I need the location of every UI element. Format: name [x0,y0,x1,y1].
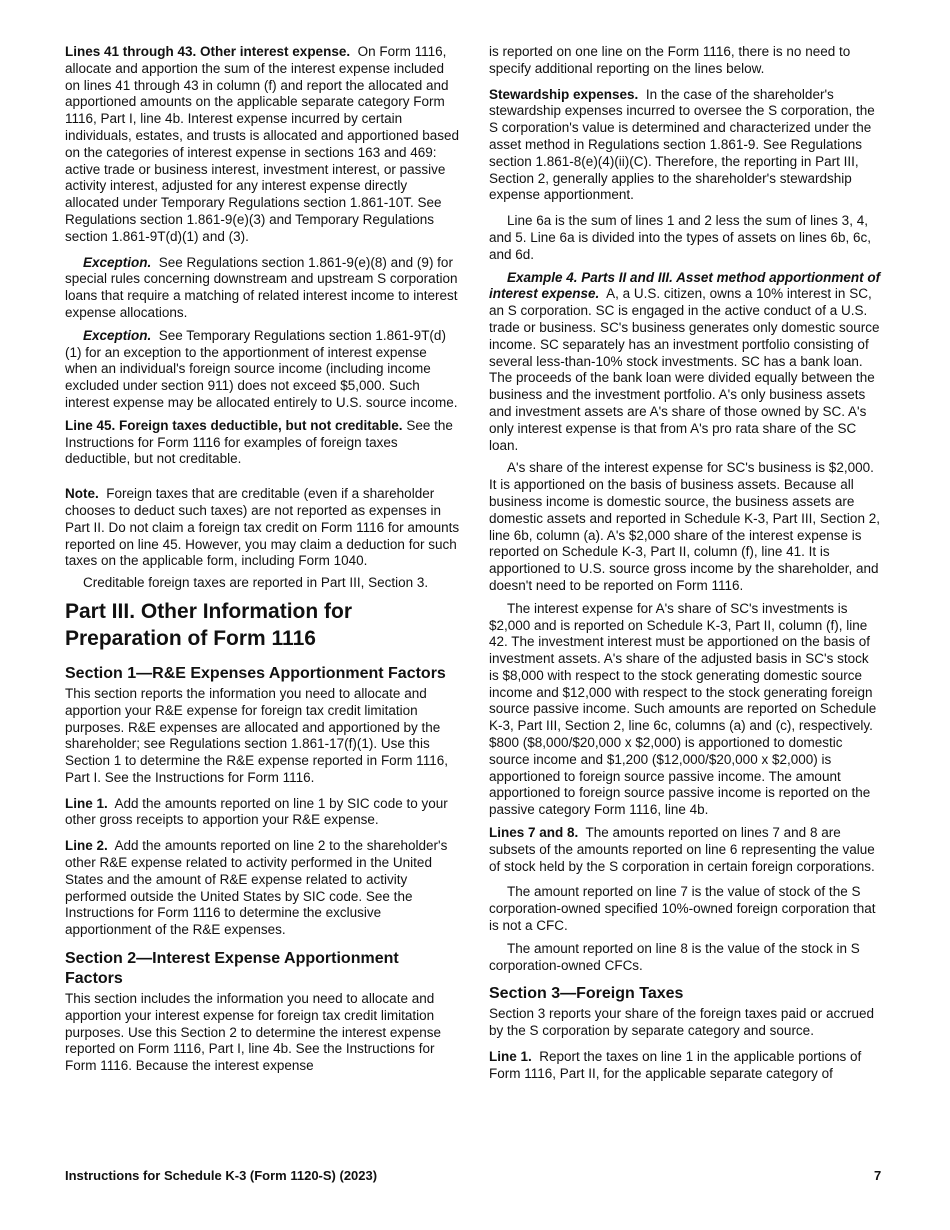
paragraph-continued: is reported on one line on the Form 1116, there is no need to specify additional reporting on the lines below. [489,44,851,76]
paragraph-s1-line-2 [65,838,460,939]
run-in-heading: Note. [65,486,99,502]
section-2-text: This section includes the information you need to allocate and apportion your interest expense for foreign tax credit limitation purposes. Use this Section 2 to determine the interest expense reported on Form 1116, Part I, line 4b. See the Instructions for Form 1116. Because the interest expense [65,991,441,1074]
run-in-heading: Example 4. Parts II and III. Asset method apportionment of interest expense. [489,269,881,302]
paragraph-text: Add the amounts reported on line 2 to the shareholder's other R&E expense related to activity performed in the United States and the amount of R&E expense related to activity performed outside the United States by SIC code. See the Instructions for Form 1116 to determine the exclusive apportionment of the R&E expenses. [65,838,448,938]
paragraph-text: See Regulations section 1.861-9(e)(8) and (9) for special rules concerning downstream and upstream S corporation loans that require a matching of related interest income to interest expense allocations. [65,254,458,320]
right-column [489,44,881,1092]
paragraph-text: Foreign taxes that are creditable (even if a shareholder chooses to deduct such taxes) are not reported as expenses in Part II. Do not claim a foreign tax credit on Form 1116 for amounts reported on line 45. However, you may claim a deduction for such taxes on the applicable form, including Form 1040. [65,486,460,569]
paragraph-text: On Form 1116, allocate and apportion the sum of the interest expense included on lines 41 through 43 in column (f) and report the allocated and apportioned amounts on the applicable separate category Form 1116, Part I, line 4b. Interest expense incurred by certain individuals, estates, and trusts is allocated and apportioned based on the categories of interest expense in sections 163 and 469: active trade or business interest, investment interest, or passive activity interest, adjusted for any interest expense directly allocated under Temporary Regulations section 1.861-10T. See Regulations section 1.861-9(e)(3) and Temporary Regulations section 1.861-9T(d)(1) and (3). [65,44,460,244]
left-column [65,44,460,1084]
footer-title: Instructions for Schedule K-3 (Form 1120-S) (2023) [65,1168,378,1183]
paragraph-investment-interest: The interest expense for A's share of SC's investments is $2,000 and is reported on Schedule K-3, Part II, column (f), line 42. The investment interest must be apportioned on the basis of investment assets. A's share of the adjusted basis in SC's stock is $8,000 with respect to the stock generating domestic source income and $12,000 with respect to the stock generating foreign source passive income. Such amounts are reported on Schedule K-3, Part III, Section 2, line 6c, columns (a) and (c), respectively. $800 ($8,000/$20,000 x $2,000) is apportioned to domestic source income and $1,200 ($12,000/$20,000 x $2,000) is apportioned to foreign source passive income. The amount apportioned to foreign source passive income is reported on the passive category Form 1116, line 4b. [489,600,877,818]
section-3-title: Section 3—Foreign Taxes [489,985,684,1003]
paragraph-exception-2 [65,328,460,412]
section-2-title: Section 2—Interest Expense Apportionment Factors [65,950,399,988]
paragraph-lines-7-8 [489,825,881,875]
paragraph-text: Report the taxes on line 1 in the applicable portions of Form 1116, Part II, for the applicable separate category of [489,1049,862,1081]
paragraph-s1-line-1 [65,796,460,830]
paragraph-stewardship [489,87,881,205]
run-in-heading: Line 1. [65,795,108,811]
page-number: 7 [874,1168,882,1183]
run-in-heading: Exception. [83,327,152,343]
run-in-heading: Exception. [83,254,152,270]
paragraph-line-6a: Line 6a is the sum of lines 1 and 2 less the sum of lines 3, 4, and 5. Line 6a is divided into the types of assets on lines 6b, 6c, and 6d. [489,213,871,262]
paragraph-creditable: Creditable foreign taxes are reported in Part III, Section 3. [83,575,429,591]
paragraph-line-7: The amount reported on line 7 is the value of stock of the S corporation-owned specified 10%-owned foreign corporation that is not a CFC. [489,884,876,934]
paragraph-example-4 [489,270,881,455]
paragraph-s3-line-1 [489,1049,881,1083]
run-in-heading: Stewardship expenses. [489,86,639,102]
paragraph-text: See the Instructions for Form 1116 for examples of foreign taxes deductible, but not creditable. [65,417,453,467]
section-3-text: Section 3 reports your share of the foreign taxes paid or accrued by the S corporation by separate category and source. [489,1006,874,1039]
paragraph-interest-share: A's share of the interest expense for SC's business is $2,000. It is apportioned on the basis of business assets. Because all business income is domestic source, the business assets are domestic assets and reported in Schedule K-3, Part III, Section 2, line 6b, column (a). A's $2,000 share of the interest expense is reported on Schedule K-3, Part II, column (f), line 41. It is apportioned to U.S. source gross income by the shareholder, and doesn't need to be reported on Form 1116. [489,460,880,593]
section-1-title: Section 1—R&E Expenses Apportionment Factors [65,664,446,682]
paragraph-note [65,486,460,570]
paragraph-text: A, a U.S. citizen, owns a 10% interest in SC, an S corporation. SC is engaged in the active conduct of a U.S. trade or business. SC's business generates only domestic source income. SC separately has an investment portfolio consisting of several less-than-10% stock investments. SC has a bank loan. The proceeds of the bank loan were divided equally between the business and the investment portfolio. A's only business assets and investment assets are A's share of those owned by SC. A's only interest expense is that from A's pro rata share of the SC loan. [489,286,880,453]
paragraph-exception-1 [65,255,460,322]
run-in-heading: Line 2. [65,838,108,854]
part-3-title: Part III. Other Information for Preparation of Form 1116 [65,599,353,650]
paragraph-text: Add the amounts reported on line 1 by SIC code to your other gross receipts to apportion your R&E expense. [65,795,448,828]
paragraph-text: The amounts reported on lines 7 and 8 are subsets of the amounts reported on line 6 representing the value of stock held by the S corporation in certain foreign corporations. [489,825,875,874]
paragraph-text: In the case of the shareholder's stewardship expenses incurred to oversee the S corporation, the S corporation's value is determined and characterized under the asset method in Regulations section 1.861-9. See Regulations section 1.861-8(e)(4)(ii)(C). Therefore, the reporting in Part III, Section 2, generally applies to the shareholder's stewardship expense apportionment. [489,86,875,203]
paragraph-line-8: The amount reported on line 8 is the value of the stock in S corporation-owned CFCs. [489,940,860,973]
paragraph-line-45 [65,418,460,468]
section-1-text: This section reports the information you need to allocate and apportion your R&E expense for foreign tax credit limitation purposes. R&E expenses are allocated and apportioned by the shareholder; see Regulations section 1.861-17(f)(1). Use this Section 1 to determine the R&E expense reported in Form 1116, Part I. See the Instructions for Form 1116. [65,685,448,785]
paragraph-text: See Temporary Regulations section 1.861-9T(d)(1) for an exception to the apportionment of interest expense when an individual's foreign source income (including income excluded under section 911) does not exceed $5,000. Such interest expense may be allocated entirely to U.S. source income. [65,327,458,410]
paragraph-lines-41-43 [65,44,460,246]
run-in-heading: Lines 7 and 8. [489,825,579,841]
run-in-heading: Lines 41 through 43. Other interest expense. [65,44,351,59]
run-in-heading: Line 45. Foreign taxes deductible, but not creditable. [65,417,403,433]
run-in-heading: Line 1. [489,1049,532,1065]
